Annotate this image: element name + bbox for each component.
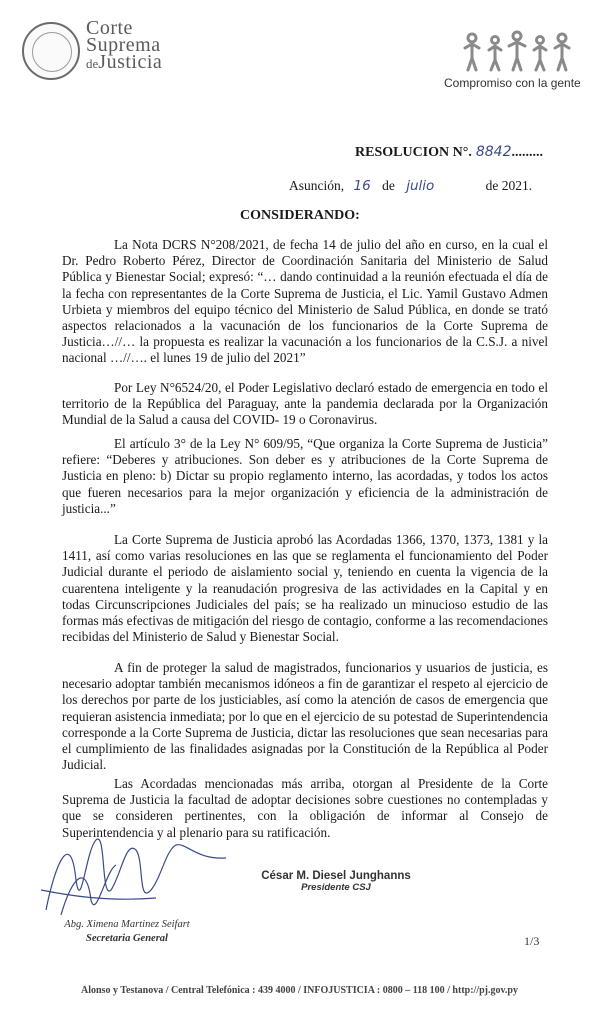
paragraph-1: La Nota DCRS N°208/2021, de fecha 14 de julio del año en curso, en la cual el Dr. Pedro Roberto Pérez, Director de Coordinación Sanitaria del Ministerio de Salud Pública y Bienestar Social; expresó: “… dando continuidad a la reunión efectuada el día de la fecha con representantes de la Corte Suprema de Justicia, el Lic. Yamil Gustavo Admen Urbieta y miembros del equipo técnico del Ministerio de Salud Pública, en donde se trató aspectos relacionados a la vacunación de los funcionarios de la Corte Suprema de Justicia…//… la propuesta es realizar la vacunación a los funcionarios de la C.S.J. a nivel nacional …//…. el lunes 19 de julio del 2021” (62, 237, 548, 366)
paragraph-6: Las Acordadas mencionadas más arriba, otorgan al Presidente de la Corte Suprema de Justicia la facultad de adoptar decisiones sobre cuestiones no contempladas y que se consideren pertinentes, con la obligación de informar al Consejo de Superintendencia y al plenario para su ratificación. (62, 776, 548, 840)
signer-name: César M. Diesel Junghanns (261, 870, 411, 882)
secretary-block (62, 918, 192, 946)
signer-block (241, 870, 431, 893)
resolution-label: RESOLUCION N°. (355, 145, 472, 160)
paragraph-4: La Corte Suprema de Justicia aprobó las Acordadas 1366, 1370, 1373, 1381 y la 1411, así como varias resoluciones en las que se reglamenta el funcionamiento del Poder Judicial durante el periodo de aislamiento social y, teniendo en cuenta la vigencia de la cuarentena inteligente y la reanudación progresiva de las actividades en la Capital y en todas Circunscripciones Judiciales del país; se ha realizado un minucioso estudio de las formas más efectivas de mitigación del riesgo de contagio, conforme a las recomendaciones recibidas del Ministerio de Salud y Bienestar Social. (62, 532, 548, 645)
date-year: de 2021. (485, 178, 533, 193)
considerando-heading: CONSIDERANDO: (240, 208, 360, 223)
logo-line-3-prefix: de (86, 56, 99, 71)
resolution-dots: ......... (511, 145, 543, 160)
secretary-name: Abg. Ximena Martinez Seifart (64, 919, 190, 930)
footer-contact: Alonso y Testanova / Central Telefónica : 439 4000 / INFOJUSTICIA : 0800 – 118 100 / http://pj.gov.py (81, 985, 518, 996)
date-day: 16 (353, 178, 371, 194)
paragraph-5: A fin de proteger la salud de magistrados, funcionarios y usuarios de justicia, es necesario adoptar también mecanismos idóneos a fin de garantizar el respeto al ejercicio de los derechos por parte de los justiciables, así como la atención de casos de emergencia que requieran asistencia inmediata; por lo que en el ejercicio de su potestad de Superintendencia corresponde a la Corte Suprema de Justicia, dictar las resoluciones que sean necesarias para el cumplimiento de las finalidades asignadas por la Constitución de la República al Poder Judicial. (62, 660, 548, 773)
corte-suprema-logo-text (86, 17, 206, 73)
logo-line-3 (86, 51, 206, 73)
date-month: julio (406, 178, 435, 194)
resolution-number: 8842 (475, 144, 512, 160)
national-seal-logo (22, 22, 80, 80)
paragraph-2: Por Ley N°6524/20, el Poder Legislativo declaró estado de emergencia en todo el territorio de la República del Paraguay, ante la pandemia declarada por la Organización Mundial de la Salud a causa del COVID- 19 o Coronavirus. (62, 380, 548, 428)
date-line (289, 178, 532, 194)
paragraph-3: El artículo 3° de la Ley N° 609/95, “Que organiza la Corte Suprema de Justicia” refiere: “Deberes y atribuciones. Son deber es y atribuciones de la Corte Suprema de Justicia en pleno: b) Dictar su propio reglamento interno, las acordadas, y todos los actos que fueren necesarios para la mejor organización y eficiencia de la administración de justicia...” (62, 436, 548, 516)
logo-line-3-word: Justicia (98, 51, 163, 73)
signer-role: Presidente CSJ (301, 882, 371, 893)
secretary-role: Secretaria General (86, 933, 168, 944)
motto-text: Compromiso con la gente (444, 76, 581, 90)
logo-line-1: Corte (86, 17, 133, 39)
date-city: Asunción, (289, 178, 345, 193)
logo-line-2: Suprema (86, 34, 161, 56)
date-de: de (382, 178, 395, 193)
handwritten-signature (26, 820, 236, 930)
resolution-number-line (355, 144, 543, 161)
people-logo-icon (462, 30, 572, 74)
page-number: 1/3 (524, 934, 540, 948)
